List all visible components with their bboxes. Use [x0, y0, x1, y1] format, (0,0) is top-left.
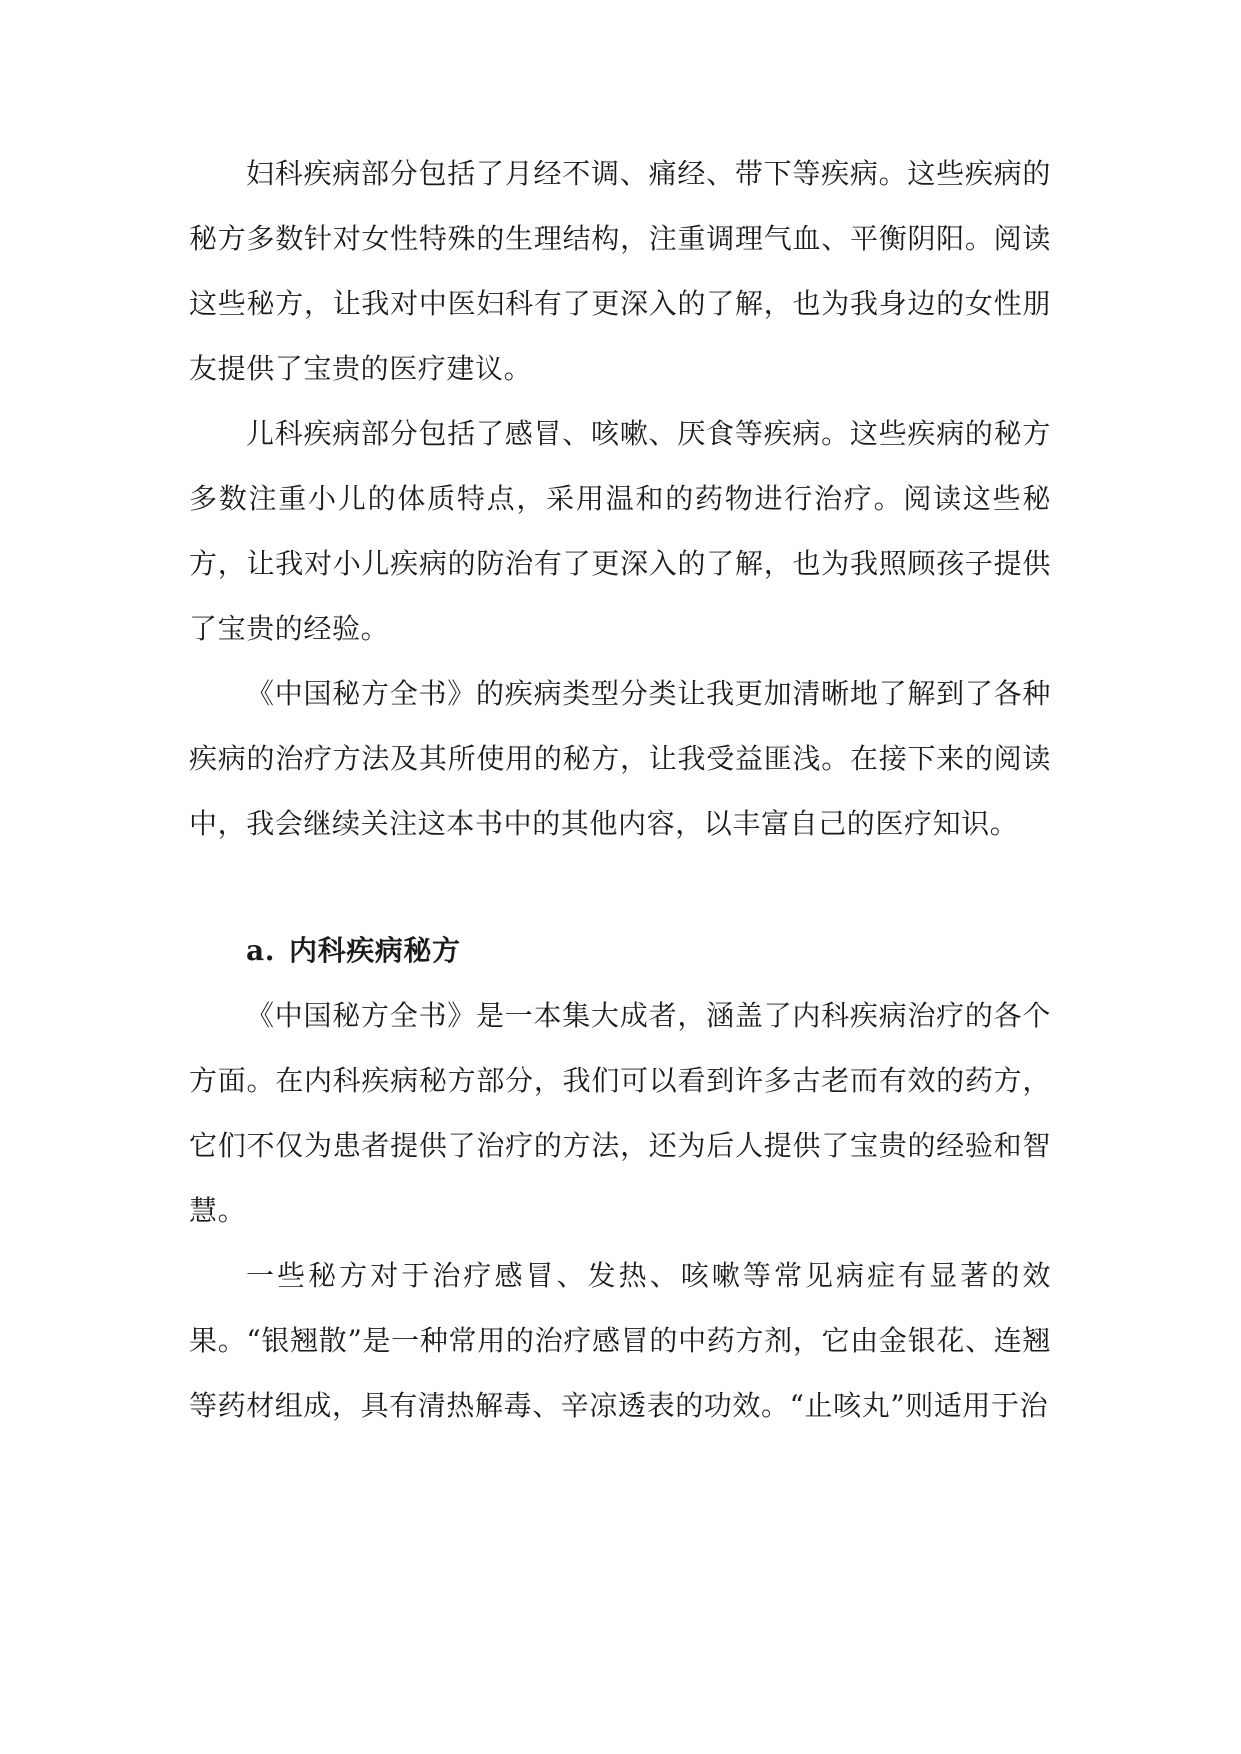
section-heading-title: 内科疾病秘方 [289, 934, 461, 967]
document-body [189, 141, 1051, 1438]
paragraph-common-ailments: 一些秘方对于治疗感冒、发热、咳嗽等常见病症有显著的效果。“银翘散”是一种常用的治疗感冒的中药方剂，它由金银花、连翘等药材组成，具有清热解毒、辛凉透表的功效。“止咳丸”则适用于治 [189, 1259, 1051, 1422]
paragraph-pediatrics: 儿科疾病部分包括了感冒、咳嗽、厌食等疾病。这些疾病的秘方多数注重小儿的体质特点，采用温和的药物进行治疗。阅读这些秘方，让我对小儿疾病的防治有了更深入的了解，也为我照顾孩子提供了宝贵的经验。 [189, 417, 1051, 645]
paragraph-internal-medicine-intro: 《中国秘方全书》是一本集大成者，涵盖了内科疾病治疗的各个方面。在内科疾病秘方部分，我们可以看到许多古老而有效的药方，它们不仅为患者提供了治疗的方法，还为后人提供了宝贵的经验和智慧。 [189, 999, 1051, 1227]
paragraph-gynecology: 妇科疾病部分包括了月经不调、痛经、带下等疾病。这些疾病的秘方多数针对女性特殊的生理结构，注重调理气血、平衡阴阳。阅读这些秘方，让我对中医妇科有了更深入的了解，也为我身边的女性朋友提供了宝贵的医疗建议。 [189, 157, 1051, 385]
paragraph-summary: 《中国秘方全书》的疾病类型分类让我更加清晰地了解到了各种疾病的治疗方法及其所使用的秘方，让我受益匪浅。在接下来的阅读中，我会继续关注这本书中的其他内容，以丰富自己的医疗知识。 [189, 677, 1051, 840]
section-heading [189, 918, 1051, 983]
section-heading-marker: a. [246, 934, 276, 967]
